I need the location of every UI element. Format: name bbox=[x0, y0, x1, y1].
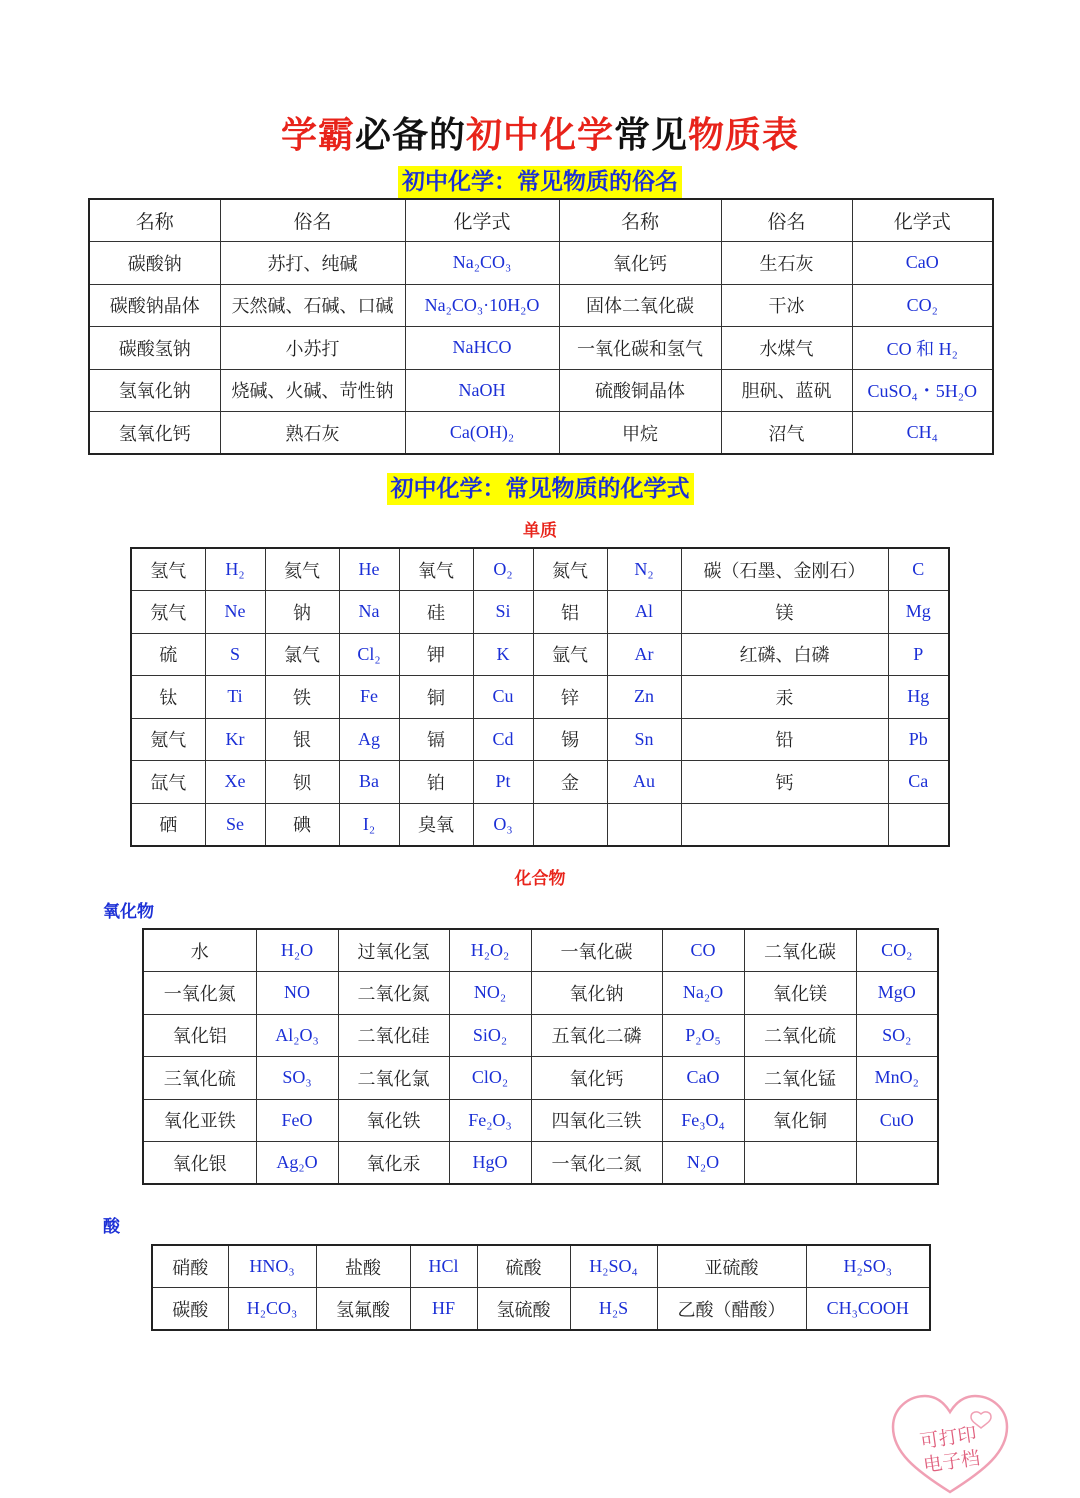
name-cell: 一氧化氮 bbox=[143, 972, 256, 1015]
formula-cell: SO₂ bbox=[856, 1014, 938, 1057]
formula-cell: CO 和 H₂ bbox=[852, 327, 993, 370]
name-cell: 氧化钙 bbox=[559, 242, 721, 285]
name-cell: 烧碱、火碱、苛性钠 bbox=[220, 369, 405, 412]
formula-cell: Fe₂O₃ bbox=[449, 1099, 531, 1142]
formula-cell: Pt bbox=[473, 761, 533, 804]
name-cell bbox=[744, 1142, 856, 1185]
formula-cell: SO₃ bbox=[256, 1057, 338, 1100]
table-row bbox=[131, 718, 949, 761]
formula-cell: HCl bbox=[410, 1245, 477, 1288]
name-cell: 二氧化硫 bbox=[744, 1014, 856, 1057]
formula-cell: CaO bbox=[662, 1057, 744, 1100]
name-cell: 氯气 bbox=[265, 633, 339, 676]
formula-cell: N₂O bbox=[662, 1142, 744, 1185]
name-cell: 氪气 bbox=[131, 718, 205, 761]
formula-cell: S bbox=[205, 633, 265, 676]
name-cell: 氧化铁 bbox=[338, 1099, 449, 1142]
formula-cell bbox=[856, 1142, 938, 1185]
name-cell: 硒 bbox=[131, 803, 205, 846]
name-cell: 氧化铜 bbox=[744, 1099, 856, 1142]
name-cell: 锌 bbox=[533, 676, 607, 719]
formula-cell: HNO₃ bbox=[228, 1245, 316, 1288]
formula-cell: CH₄ bbox=[852, 412, 993, 455]
name-cell: 氙气 bbox=[131, 761, 205, 804]
formulas-section-banner bbox=[0, 473, 1080, 505]
formula-cell: NO bbox=[256, 972, 338, 1015]
name-cell: 生石灰 bbox=[721, 242, 852, 285]
table-row bbox=[89, 327, 993, 370]
name-cell: 三氧化硫 bbox=[143, 1057, 256, 1100]
title-part: 必备的 bbox=[354, 115, 466, 156]
formula-cell bbox=[888, 803, 949, 846]
name-cell: 天然碱、石碱、口碱 bbox=[220, 284, 405, 327]
compounds-label: 化合物 bbox=[514, 869, 566, 889]
formula-cell: Hg bbox=[888, 676, 949, 719]
formula-cell: NaHCO bbox=[405, 327, 559, 370]
formula-cell: O₃ bbox=[473, 803, 533, 846]
formula-cell: Ne bbox=[205, 591, 265, 634]
formula-cell: MnO₂ bbox=[856, 1057, 938, 1100]
name-cell: 氧化钠 bbox=[531, 972, 662, 1015]
name-cell: 钛 bbox=[131, 676, 205, 719]
formula-cell bbox=[607, 803, 681, 846]
formula-cell: CO bbox=[662, 929, 744, 972]
table-row bbox=[89, 242, 993, 285]
formula-cell: CuSO₄・5H₂O bbox=[852, 369, 993, 412]
elements-label: 单质 bbox=[523, 521, 557, 541]
formula-cell: N₂ bbox=[607, 548, 681, 591]
formula-cell: FeO bbox=[256, 1099, 338, 1142]
formula-cell: Ti bbox=[205, 676, 265, 719]
name-cell: 苏打、纯碱 bbox=[220, 242, 405, 285]
name-cell: 氢氟酸 bbox=[316, 1288, 410, 1331]
name-cell: 钾 bbox=[399, 633, 473, 676]
name-cell: 氧化镁 bbox=[744, 972, 856, 1015]
formula-cell: H₂O₂ bbox=[449, 929, 531, 972]
table-row bbox=[152, 1245, 930, 1288]
formula-cell: MgO bbox=[856, 972, 938, 1015]
formula-cell: Cu bbox=[473, 676, 533, 719]
table-row bbox=[89, 199, 993, 242]
name-cell: 氢氧化钙 bbox=[89, 412, 220, 455]
formula-cell: CaO bbox=[852, 242, 993, 285]
formula-cell: CuO bbox=[856, 1099, 938, 1142]
formula-cell: CO₂ bbox=[852, 284, 993, 327]
formula-cell: CO₂ bbox=[856, 929, 938, 972]
name-cell: 镉 bbox=[399, 718, 473, 761]
name-cell: 红磷、白磷 bbox=[681, 633, 888, 676]
name-cell: 碳酸 bbox=[152, 1288, 228, 1331]
table-row bbox=[143, 929, 938, 972]
formula-cell: Zn bbox=[607, 676, 681, 719]
table-row bbox=[143, 1142, 938, 1185]
formula-cell: H₂SO₄ bbox=[570, 1245, 657, 1288]
table-row bbox=[143, 1099, 938, 1142]
formula-cell: Sn bbox=[607, 718, 681, 761]
name-cell: 镁 bbox=[681, 591, 888, 634]
name-cell: 锡 bbox=[533, 718, 607, 761]
oxides-table bbox=[142, 928, 939, 1185]
column-header: 俗名 bbox=[721, 199, 852, 242]
name-cell: 氧化铝 bbox=[143, 1014, 256, 1057]
name-cell: 一氧化碳和氢气 bbox=[559, 327, 721, 370]
name-cell: 氧化银 bbox=[143, 1142, 256, 1185]
formula-cell: Fe₃O₄ bbox=[662, 1099, 744, 1142]
formula-cell: H₂CO₃ bbox=[228, 1288, 316, 1331]
table-row bbox=[143, 1014, 938, 1057]
name-cell bbox=[681, 803, 888, 846]
name-cell: 银 bbox=[265, 718, 339, 761]
name-cell: 氧气 bbox=[399, 548, 473, 591]
name-cell: 过氧化氢 bbox=[338, 929, 449, 972]
formula-cell: Na bbox=[339, 591, 399, 634]
column-header: 名称 bbox=[559, 199, 721, 242]
formula-cell: Fe bbox=[339, 676, 399, 719]
column-header: 俗名 bbox=[220, 199, 405, 242]
table-row bbox=[131, 548, 949, 591]
formula-cell: Na₂O bbox=[662, 972, 744, 1015]
title-part: 物质表 bbox=[688, 115, 800, 156]
formula-cell: H₂SO₃ bbox=[806, 1245, 930, 1288]
name-cell: 一氧化碳 bbox=[531, 929, 662, 972]
name-cell: 氩气 bbox=[533, 633, 607, 676]
name-cell: 铅 bbox=[681, 718, 888, 761]
formulas-section-banner-text: 初中化学：常见物质的化学式 bbox=[387, 473, 694, 505]
table-row bbox=[131, 591, 949, 634]
name-cell: 一氧化二氮 bbox=[531, 1142, 662, 1185]
formula-cell: Pb bbox=[888, 718, 949, 761]
formula-cell: HgO bbox=[449, 1142, 531, 1185]
name-cell bbox=[533, 803, 607, 846]
formula-cell: Cd bbox=[473, 718, 533, 761]
name-cell: 二氧化锰 bbox=[744, 1057, 856, 1100]
name-cell: 亚硫酸 bbox=[657, 1245, 806, 1288]
name-cell: 胆矾、蓝矾 bbox=[721, 369, 852, 412]
formula-cell: Ar bbox=[607, 633, 681, 676]
formula-cell: ClO₂ bbox=[449, 1057, 531, 1100]
name-cell: 硝酸 bbox=[152, 1245, 228, 1288]
formula-cell: Se bbox=[205, 803, 265, 846]
name-cell: 硅 bbox=[399, 591, 473, 634]
name-cell: 二氧化碳 bbox=[744, 929, 856, 972]
formula-cell: Ca(OH)₂ bbox=[405, 412, 559, 455]
table-row bbox=[143, 972, 938, 1015]
stamp-line: 可打印 bbox=[918, 1423, 979, 1453]
formula-cell: Al bbox=[607, 591, 681, 634]
table-row bbox=[89, 412, 993, 455]
formula-cell: Ag₂O bbox=[256, 1142, 338, 1185]
name-cell: 氧化汞 bbox=[338, 1142, 449, 1185]
name-cell: 二氧化氮 bbox=[338, 972, 449, 1015]
name-cell: 氢硫酸 bbox=[477, 1288, 570, 1331]
table-row bbox=[143, 1057, 938, 1100]
name-cell: 乙酸（醋酸） bbox=[657, 1288, 806, 1331]
column-header: 化学式 bbox=[405, 199, 559, 242]
formula-cell: P bbox=[888, 633, 949, 676]
formula-cell: CH₃COOH bbox=[806, 1288, 930, 1331]
formula-cell: Al₂O₃ bbox=[256, 1014, 338, 1057]
name-cell: 氢氧化钠 bbox=[89, 369, 220, 412]
name-cell: 铝 bbox=[533, 591, 607, 634]
name-cell: 小苏打 bbox=[220, 327, 405, 370]
name-cell: 四氧化三铁 bbox=[531, 1099, 662, 1142]
name-cell: 水 bbox=[143, 929, 256, 972]
name-cell: 碳酸钠 bbox=[89, 242, 220, 285]
name-cell: 氮气 bbox=[533, 548, 607, 591]
formula-cell: Ag bbox=[339, 718, 399, 761]
name-cell: 硫酸铜晶体 bbox=[559, 369, 721, 412]
name-cell: 铜 bbox=[399, 676, 473, 719]
name-cell: 汞 bbox=[681, 676, 888, 719]
name-cell: 金 bbox=[533, 761, 607, 804]
name-cell: 碳酸钠晶体 bbox=[89, 284, 220, 327]
name-cell: 五氧化二磷 bbox=[531, 1014, 662, 1057]
name-cell: 沼气 bbox=[721, 412, 852, 455]
formula-cell: C bbox=[888, 548, 949, 591]
formula-cell: Au bbox=[607, 761, 681, 804]
name-cell: 氢气 bbox=[131, 548, 205, 591]
name-cell: 干冰 bbox=[721, 284, 852, 327]
names-section-banner-text: 初中化学：常见物质的俗名 bbox=[398, 166, 682, 198]
formula-cell: Cl₂ bbox=[339, 633, 399, 676]
name-cell: 钙 bbox=[681, 761, 888, 804]
formula-cell: NaOH bbox=[405, 369, 559, 412]
name-cell: 碳（石墨、金刚石） bbox=[681, 548, 888, 591]
formula-cell: K bbox=[473, 633, 533, 676]
name-cell: 氦气 bbox=[265, 548, 339, 591]
formula-cell: O₂ bbox=[473, 548, 533, 591]
column-header: 化学式 bbox=[852, 199, 993, 242]
name-cell: 碘 bbox=[265, 803, 339, 846]
name-cell: 铁 bbox=[265, 676, 339, 719]
formula-cell: P₂O₅ bbox=[662, 1014, 744, 1057]
name-cell: 碳酸氢钠 bbox=[89, 327, 220, 370]
name-cell: 氧化钙 bbox=[531, 1057, 662, 1100]
table-row bbox=[152, 1288, 930, 1331]
column-header: 名称 bbox=[89, 199, 220, 242]
table-row bbox=[131, 803, 949, 846]
title-part: 学霸 bbox=[280, 115, 355, 156]
name-cell: 固体二氧化碳 bbox=[559, 284, 721, 327]
formula-cell: Ca bbox=[888, 761, 949, 804]
stamp-line: 电子档 bbox=[921, 1447, 982, 1477]
formula-cell: Xe bbox=[205, 761, 265, 804]
acids-table bbox=[151, 1244, 931, 1331]
formula-cell: Na₂CO₃·10H₂O bbox=[405, 284, 559, 327]
name-cell: 二氧化氯 bbox=[338, 1057, 449, 1100]
name-cell: 二氧化硅 bbox=[338, 1014, 449, 1057]
table-row bbox=[131, 676, 949, 719]
table-row bbox=[131, 761, 949, 804]
name-cell: 钠 bbox=[265, 591, 339, 634]
names-section-banner bbox=[0, 166, 1080, 198]
name-cell: 臭氧 bbox=[399, 803, 473, 846]
name-cell: 熟石灰 bbox=[220, 412, 405, 455]
formula-cell: Mg bbox=[888, 591, 949, 634]
formula-cell: NO₂ bbox=[449, 972, 531, 1015]
name-cell: 盐酸 bbox=[316, 1245, 410, 1288]
page-title bbox=[0, 112, 1080, 160]
formula-cell: I₂ bbox=[339, 803, 399, 846]
formula-cell: HF bbox=[410, 1288, 477, 1331]
name-cell: 氧化亚铁 bbox=[143, 1099, 256, 1142]
name-cell: 氖气 bbox=[131, 591, 205, 634]
formula-cell: H₂O bbox=[256, 929, 338, 972]
formula-cell: Kr bbox=[205, 718, 265, 761]
table-row bbox=[89, 284, 993, 327]
formula-cell: Si bbox=[473, 591, 533, 634]
formula-cell: Na₂CO₃ bbox=[405, 242, 559, 285]
name-cell: 甲烷 bbox=[559, 412, 721, 455]
title-part: 常见 bbox=[614, 115, 689, 156]
formula-cell: H₂S bbox=[570, 1288, 657, 1331]
elements-table bbox=[130, 547, 950, 847]
title-part: 初中化学 bbox=[465, 115, 614, 156]
name-cell: 钡 bbox=[265, 761, 339, 804]
acids-label: 酸 bbox=[103, 1217, 120, 1237]
oxides-label: 氧化物 bbox=[103, 902, 154, 922]
names-table bbox=[88, 198, 994, 455]
table-row bbox=[89, 369, 993, 412]
formula-cell: He bbox=[339, 548, 399, 591]
name-cell: 水煤气 bbox=[721, 327, 852, 370]
formula-cell: Ba bbox=[339, 761, 399, 804]
name-cell: 硫酸 bbox=[477, 1245, 570, 1288]
table-row bbox=[131, 633, 949, 676]
formula-cell: SiO₂ bbox=[449, 1014, 531, 1057]
formula-cell: H₂ bbox=[205, 548, 265, 591]
name-cell: 铂 bbox=[399, 761, 473, 804]
name-cell: 硫 bbox=[131, 633, 205, 676]
